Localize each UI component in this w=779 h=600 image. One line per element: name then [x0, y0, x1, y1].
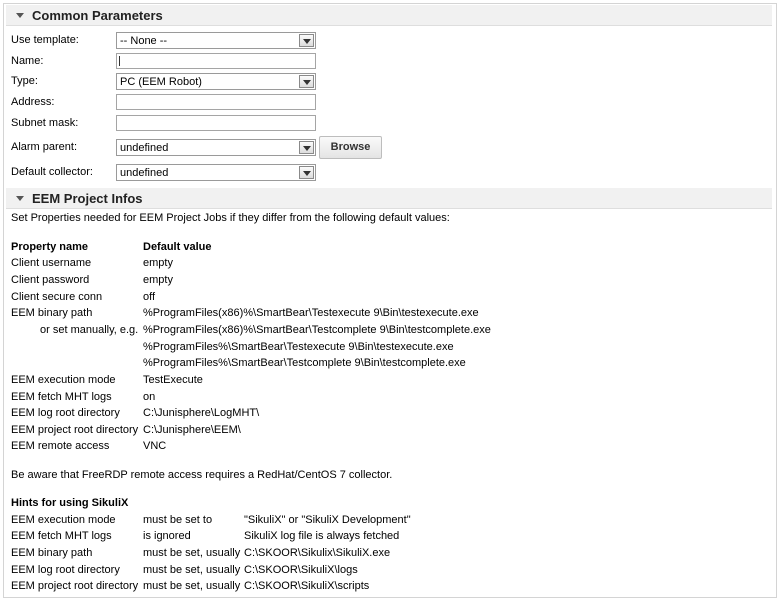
hint-property: EEM binary path — [11, 547, 93, 559]
hint-value: C:\SKOOR\Sikulix\SikuliX.exe — [244, 547, 391, 559]
address-input[interactable] — [116, 94, 316, 110]
hint-requirement: must be set, usually — [143, 547, 241, 559]
chevron-down-icon[interactable] — [299, 141, 314, 154]
default-value: %ProgramFiles%\SmartBear\Testcomplete 9\Bin\testcomplete.exe — [143, 357, 466, 369]
hint-requirement: must be set to — [143, 514, 213, 526]
default-value: off — [143, 291, 156, 303]
collapse-triangle-icon[interactable] — [16, 13, 24, 18]
default-value: TestExecute — [143, 374, 203, 386]
text-cursor — [119, 56, 120, 66]
use-template-label: Use template: — [11, 34, 79, 46]
subnet-mask-input[interactable] — [116, 115, 316, 131]
hint-requirement: is ignored — [143, 530, 191, 542]
default-value: %ProgramFiles(x86)%\SmartBear\Testcomplete 9\Bin\testcomplete.exe — [143, 324, 491, 336]
property-name: EEM log root directory — [11, 407, 120, 419]
common-parameters-title: Common Parameters — [32, 8, 163, 23]
subnet-mask-label: Subnet mask: — [11, 117, 79, 129]
address-label: Address: — [11, 96, 55, 108]
default-value: VNC — [143, 440, 167, 452]
hint-property: EEM project root directory — [11, 580, 139, 592]
default-value: %ProgramFiles(x86)%\SmartBear\Testexecute 9\Bin\testexecute.exe — [143, 307, 479, 319]
use-template-value: -- None -- — [120, 35, 168, 47]
common-parameters-header[interactable] — [6, 5, 772, 26]
default-value: on — [143, 391, 156, 403]
chevron-down-icon[interactable] — [299, 34, 314, 47]
hint-value: C:\SKOOR\SikuliX\logs — [244, 564, 358, 576]
hint-value: SikuliX log file is always fetched — [244, 530, 400, 542]
default-value: %ProgramFiles%\SmartBear\Testexecute 9\Bin\testexecute.exe — [143, 341, 454, 353]
alarm-parent-label: Alarm parent: — [11, 141, 78, 153]
eem-project-infos-title: EEM Project Infos — [32, 191, 143, 206]
default-value: C:\Junisphere\EEM\ — [143, 424, 241, 436]
default-collector-value: undefined — [120, 167, 169, 179]
default-collector-select[interactable] — [116, 164, 316, 181]
hint-property: EEM log root directory — [11, 564, 120, 576]
hint-value: C:\SKOOR\SikuliX\scripts — [244, 580, 370, 592]
type-label: Type: — [11, 75, 38, 87]
property-name: Client username — [11, 257, 92, 269]
default-value-header: Default value — [143, 241, 212, 253]
property-name: EEM remote access — [11, 440, 110, 452]
hint-value: "SikuliX" or "SikuliX Development" — [244, 514, 411, 526]
property-name: Client secure conn — [11, 291, 103, 303]
property-name: EEM fetch MHT logs — [11, 391, 112, 403]
property-name: EEM project root directory — [11, 424, 139, 436]
hint-property: EEM fetch MHT logs — [11, 530, 112, 542]
name-input[interactable] — [116, 53, 316, 69]
property-name: EEM execution mode — [11, 374, 116, 386]
browse-button[interactable]: Browse — [319, 136, 382, 159]
property-name: Client password — [11, 274, 90, 286]
default-value: empty — [143, 274, 173, 286]
default-value: empty — [143, 257, 173, 269]
default-value: C:\Junisphere\LogMHT\ — [143, 407, 260, 419]
alarm-parent-select[interactable] — [116, 139, 316, 156]
type-value: PC (EEM Robot) — [120, 76, 202, 88]
sikulix-hints-title: Hints for using SikuliX — [11, 497, 129, 509]
default-collector-label: Default collector: — [11, 166, 93, 178]
alarm-parent-value: undefined — [120, 142, 169, 154]
property-name: or set manually, e.g. — [40, 324, 139, 336]
freerdp-note: Be aware that FreeRDP remote access requires a RedHat/CentOS 7 collector. — [11, 469, 393, 481]
eem-intro-text: Set Properties needed for EEM Project Jobs if they differ from the following default values: — [11, 212, 450, 224]
chevron-down-icon[interactable] — [299, 166, 314, 179]
collapse-triangle-icon[interactable] — [16, 196, 24, 201]
hint-property: EEM execution mode — [11, 514, 116, 526]
name-label: Name: — [11, 55, 44, 67]
hint-requirement: must be set, usually — [143, 564, 241, 576]
property-name: EEM binary path — [11, 307, 93, 319]
eem-project-infos-header[interactable] — [6, 188, 772, 209]
use-template-select[interactable] — [116, 32, 316, 49]
type-select[interactable] — [116, 73, 316, 90]
chevron-down-icon[interactable] — [299, 75, 314, 88]
hint-requirement: must be set, usually — [143, 580, 241, 592]
property-name-header: Property name — [11, 241, 89, 253]
